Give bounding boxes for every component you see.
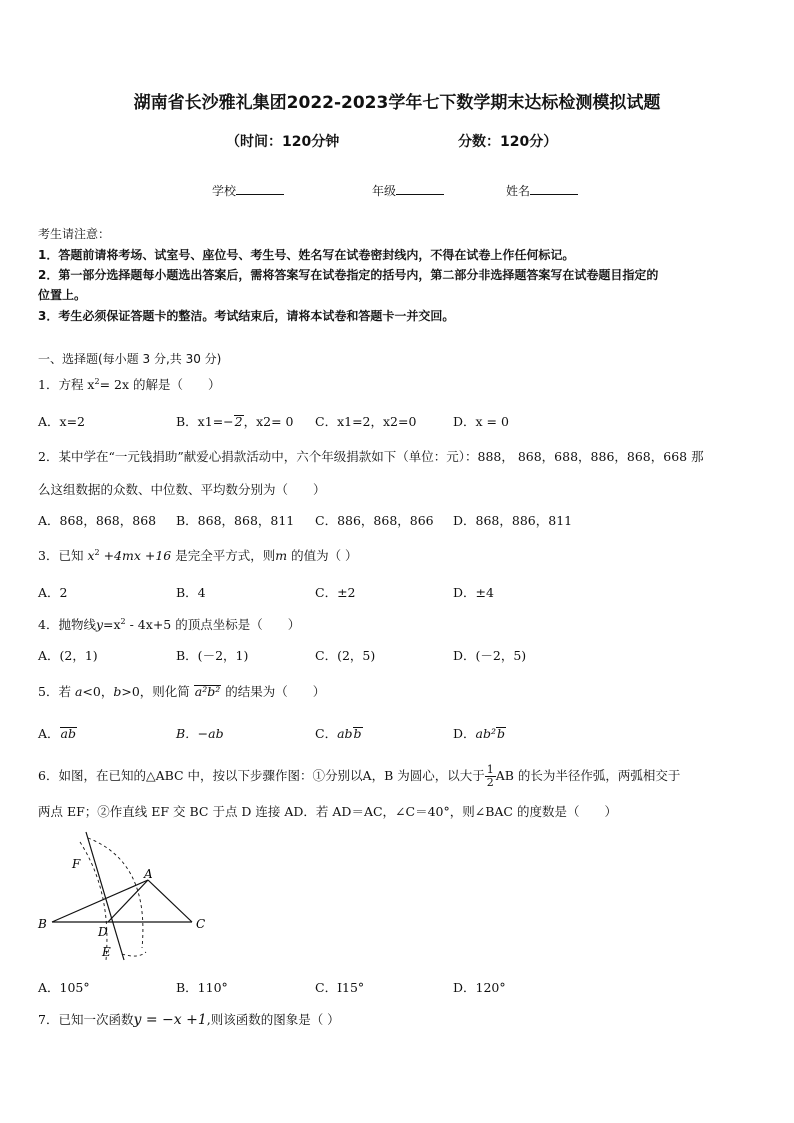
- q2-option-c[interactable]: C．886，868，866: [315, 513, 434, 528]
- q6-option-a[interactable]: A．105°: [38, 980, 90, 995]
- question-4: [38, 615, 300, 633]
- q4-option-b[interactable]: B．(－2，1): [176, 648, 249, 663]
- line-ef: [86, 832, 124, 960]
- grade-field: [372, 182, 444, 199]
- segment-ad: [108, 880, 148, 922]
- q5-option-d[interactable]: [453, 724, 506, 742]
- q5-stem-2: <0，: [82, 684, 114, 699]
- exam-title: 湖南省长沙雅礼集团2022-2023学年七下数学期末达标检测模拟试题: [133, 93, 661, 113]
- q6-stem: 6．如图，在已知的△ABC 中，按以下步骤作图：①分别以A，B 为圆心，以大于: [38, 768, 485, 783]
- q1-option-a[interactable]: A．x=2: [38, 414, 86, 429]
- notice-heading: 考生请注意：: [38, 227, 111, 241]
- q4-var-y: y: [95, 617, 104, 632]
- q5-sqrt-expr: a²b²: [194, 684, 221, 699]
- name-blank[interactable]: [530, 182, 578, 195]
- notice-item: 3．考生必须保证答题卡的整洁。考试结束后，请将本试卷和答题卡一并交回。: [38, 309, 455, 323]
- section-heading: 一、选择题(每小题 3 分,共 30 分): [38, 352, 222, 366]
- q1-b-text-end: ，x2= 0: [243, 414, 294, 429]
- notice-item: 位置上。: [38, 288, 87, 302]
- name-field: [506, 182, 578, 199]
- q5-var-b: b: [113, 684, 122, 699]
- q5-a-sqrt: ab: [60, 726, 76, 741]
- q3-expr-rest: +4mx +16: [99, 548, 172, 563]
- q2-option-d[interactable]: D．868，886，811: [453, 513, 573, 528]
- q5-stem: 5．若: [38, 684, 75, 699]
- q6-stem-end: AB 的长为半径作弧，两弧相交于: [495, 768, 681, 783]
- label-f: F: [72, 857, 81, 871]
- notice-item: 2．第一部分选择题每小题选出答案后，需将答案写在试卷指定的括号内，第二部分非选择题答案写在试卷题目指定的: [38, 268, 659, 282]
- exam-time: （时间：120分钟: [226, 134, 340, 150]
- question-6-line2: 两点 EF；②作直线 EF 交 BC 于点 D 连接 AD．若 AD＝AC，∠C＝40°，则∠BAC 的度数是（ ）: [38, 804, 617, 819]
- q3-var-m: m: [275, 548, 288, 563]
- q5-stem-3: >0，则化简: [121, 684, 194, 699]
- label-d: D: [98, 925, 108, 939]
- q3-sup: 2: [94, 547, 100, 557]
- question-2-line2: 么这组数据的众数、中位数、平均数分别为（ ）: [38, 482, 326, 497]
- question-6-line1: [38, 764, 680, 789]
- q4-option-d[interactable]: D．(－2，5): [453, 648, 527, 663]
- q5-c-label: C．: [315, 726, 338, 741]
- q7-stem: 7．已知一次函数: [38, 1012, 134, 1027]
- q5-var-a: a: [74, 684, 83, 699]
- q4-option-a[interactable]: A．(2，1): [38, 648, 98, 663]
- q6-option-b[interactable]: B．110°: [176, 980, 228, 995]
- q3-option-c[interactable]: C．±2: [315, 585, 356, 600]
- question-2-line1: 2．某中学在“一元钱捐助”献爱心捐款活动中，六个年级捐款如下（单位：元）：888， 868，688，886，868，668 那: [38, 449, 704, 464]
- q1-b-sqrt: 2: [234, 414, 243, 429]
- q1-option-d[interactable]: D．x = 0: [453, 414, 509, 429]
- q3-stem: 3．已知: [38, 548, 88, 563]
- school-field: [212, 182, 284, 199]
- exam-score: 分数：120分）: [458, 134, 558, 150]
- q1-option-c[interactable]: C．x1=2，x2=0: [315, 414, 417, 429]
- q5-option-a[interactable]: [38, 724, 77, 742]
- q5-stem-end: 的结果为（ ）: [221, 684, 326, 699]
- label-c: C: [196, 917, 206, 931]
- q6-frac-num: 1: [486, 763, 494, 776]
- q5-a-label: A．: [38, 726, 60, 741]
- label-b: B: [38, 917, 47, 931]
- q2-option-a[interactable]: A．868，868，868: [38, 513, 157, 528]
- q3-stem-end: 的值为（ ）: [287, 548, 358, 563]
- q5-b-text: B．−ab: [176, 726, 224, 741]
- q2-option-b[interactable]: B．868，868，811: [176, 513, 295, 528]
- q3-option-b[interactable]: B．4: [176, 585, 206, 600]
- q5-d-pre: ab²: [475, 726, 496, 741]
- q1-option-b[interactable]: [176, 412, 294, 430]
- grade-label: 年级: [372, 184, 397, 198]
- q6-option-d[interactable]: D．120°: [453, 980, 506, 995]
- notice-item: 1．答题前请将考场、试室号、座位号、考生号、姓名写在试卷密封线内，不得在试卷上作任何标记。: [38, 248, 575, 262]
- question-7: [38, 1010, 340, 1028]
- q5-d-sqrt: b: [497, 726, 506, 741]
- name-label: 姓名: [506, 184, 531, 198]
- arc-from-b: [80, 842, 107, 960]
- q1-b-text: B．x1=−: [176, 414, 234, 429]
- q7-stem-end: ,则该函数的图象是（ ）: [206, 1012, 340, 1027]
- arc-lower: [122, 952, 146, 956]
- triangle-construction-figure: [30, 822, 230, 972]
- q4-expr: =x: [103, 617, 121, 632]
- q6-fraction: [485, 764, 496, 789]
- q4-sup: 2: [120, 616, 126, 626]
- q4-option-c[interactable]: C．(2，5): [315, 648, 376, 663]
- school-blank[interactable]: [236, 182, 284, 195]
- q3-option-d[interactable]: D．±4: [453, 585, 494, 600]
- label-e: E: [102, 945, 111, 959]
- q5-c-sqrt: b: [353, 726, 362, 741]
- question-1: [38, 375, 221, 393]
- q4-stem-end: - 4x+5 的顶点坐标是（ ）: [125, 617, 301, 632]
- q3-option-a[interactable]: A．2: [38, 585, 68, 600]
- q1-stem: 1．方程 x: [38, 377, 95, 392]
- q3-expr: x: [87, 548, 95, 563]
- school-label: 学校: [212, 184, 237, 198]
- q1-sup: 2: [94, 376, 100, 386]
- grade-blank[interactable]: [396, 182, 444, 195]
- q6-option-c[interactable]: C．I15°: [315, 980, 365, 995]
- question-5: [38, 682, 325, 700]
- q5-c-pre: ab: [337, 726, 353, 741]
- q3-stem-mid: 是完全平方式，则: [171, 548, 276, 563]
- q7-expr: y = −x +1: [133, 1012, 207, 1028]
- label-a: A: [144, 867, 153, 881]
- question-3: [38, 546, 358, 564]
- q1-stem-end: = 2x 的解是（ ）: [99, 377, 221, 392]
- segment-ac: [148, 880, 192, 922]
- q5-option-b[interactable]: [176, 724, 224, 742]
- q5-d-label: D．: [453, 726, 476, 741]
- q6-frac-den: 2: [486, 776, 494, 789]
- q4-stem: 4．抛物线: [38, 617, 96, 632]
- q5-option-c[interactable]: [315, 724, 363, 742]
